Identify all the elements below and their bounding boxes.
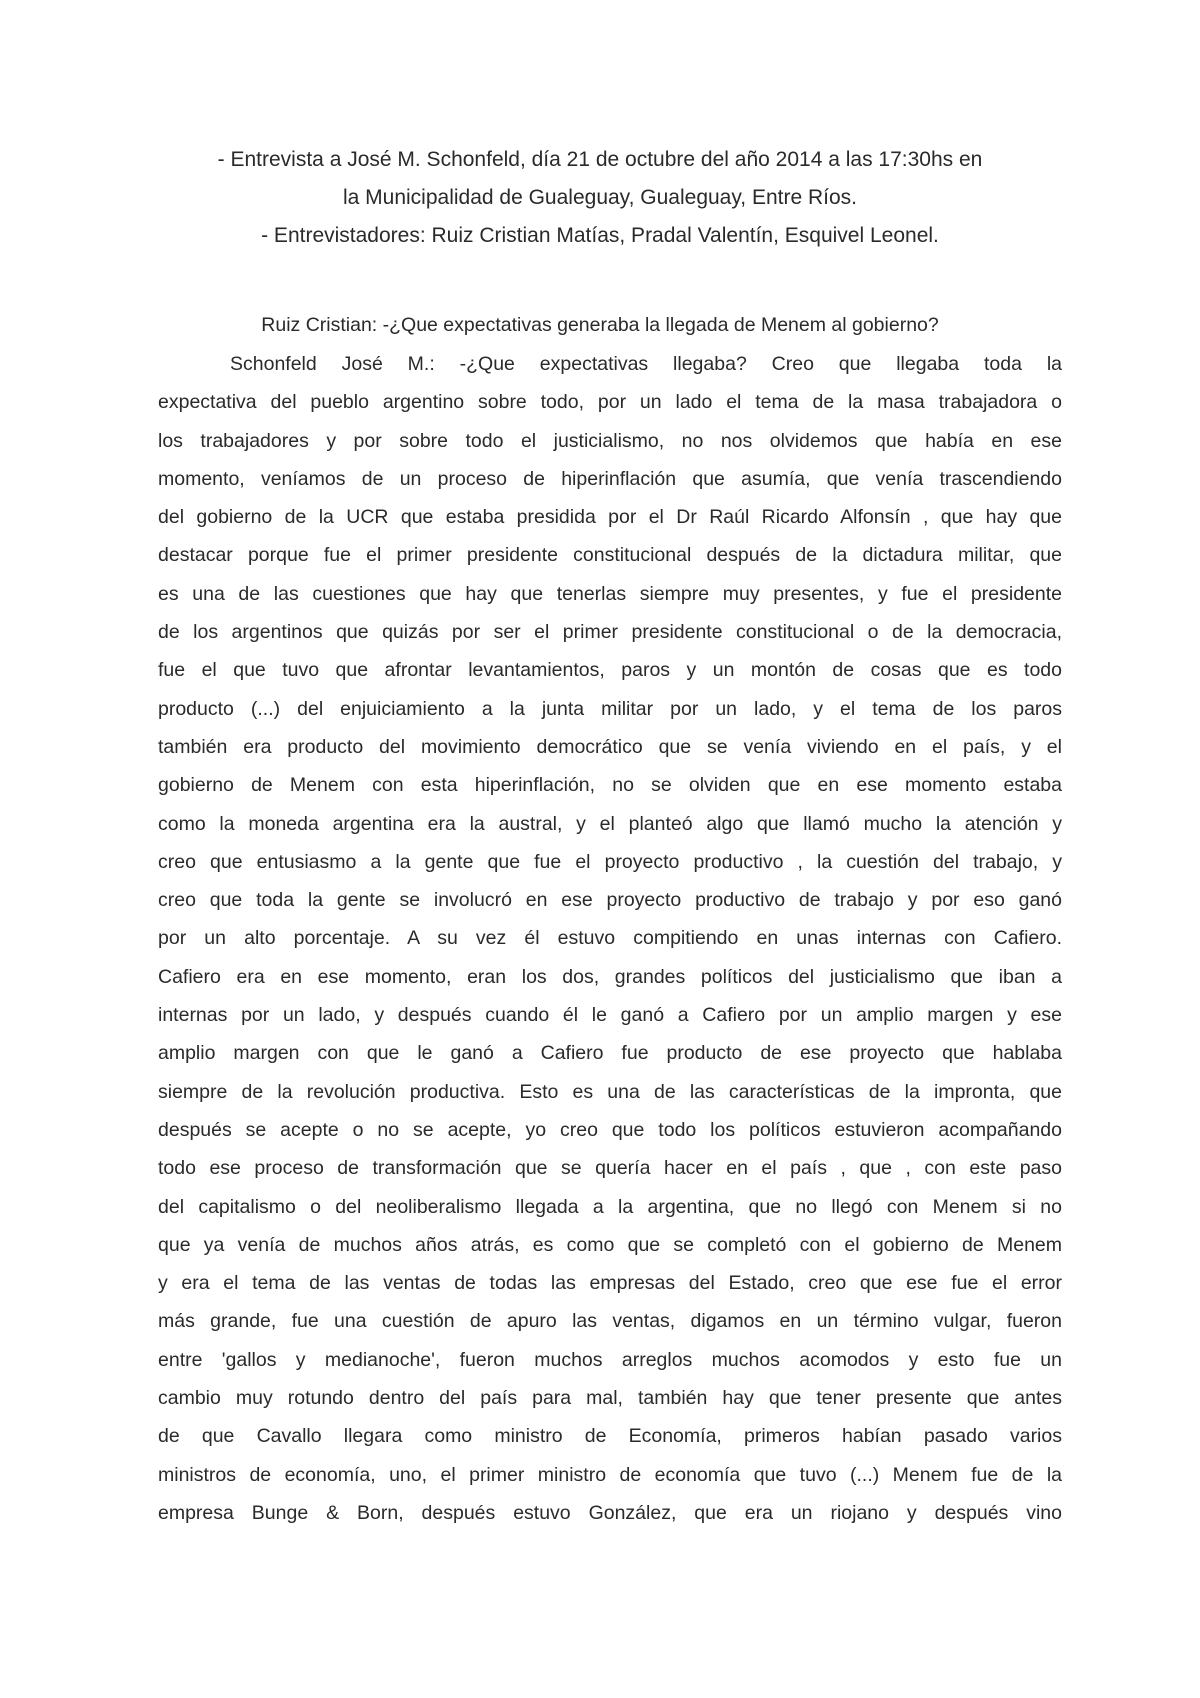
answer-line: destacar porque fue el primer presidente constitucional después de la dictadura militar, que (158, 544, 1062, 567)
interview-header (150, 141, 1050, 255)
answer-line: del capitalismo o del neoliberalismo llegada a la argentina, que no llegó con Menem si no (158, 1195, 1062, 1218)
answer-line: empresa Bunge & Born, después estuvo González, que era un riojano y después vino (158, 1501, 1062, 1524)
answer-line: amplio margen con que le ganó a Cafiero fue producto de ese proyecto que hablaba (158, 1042, 1062, 1065)
answer-line: Schonfeld José M.: -¿Que expectativas llegaba? Creo que llegaba toda la (230, 353, 1062, 375)
answer-line: del gobierno de la UCR que estaba presidida por el Dr Raúl Ricardo Alfonsín , que hay que (158, 506, 1062, 529)
header-line-1: - Entrevista a José M. Schonfeld, día 21 de octubre del año 2014 a las 17:30hs en (217, 148, 983, 171)
answer-line: ministros de economía, uno, el primer ministro de economía que tuvo (...) Menem fue de la (158, 1463, 1062, 1486)
answer-line: los trabajadores y por sobre todo el justicialismo, no nos olvidemos que había en ese (158, 429, 1062, 452)
answer-line: que ya venía de muchos años atrás, es como que se completó con el gobierno de Menem (158, 1233, 1062, 1256)
answer-line: siempre de la revolución productiva. Esto es una de las características de la impronta, que (158, 1080, 1062, 1103)
answer-line: entre 'gallos y medianoche', fueron muchos arreglos muchos acomodos y esto fue un (158, 1348, 1062, 1371)
answer-line: creo que toda la gente se involucró en ese proyecto productivo de trabajo y por eso ganó (158, 889, 1062, 912)
answer-line: como la moneda argentina era la austral, y el planteó algo que llamó mucho la atención y (158, 812, 1062, 835)
answer-line: de que Cavallo llegara como ministro de Economía, primeros habían pasado varios (158, 1425, 1062, 1448)
answer-line: y era el tema de las ventas de todas las empresas del Estado, creo que ese fue el error (158, 1272, 1062, 1295)
interviewer-question: Ruiz Cristian: -¿Que expectativas generaba la llegada de Menem al gobierno? (261, 314, 939, 336)
answer-line: es una de las cuestiones que hay que tenerlas siempre muy presentes, y fue el presidente (158, 582, 1062, 605)
answer-line: expectativa del pueblo argentino sobre todo, por un lado el tema de la masa trabajadora o (158, 391, 1062, 414)
answer-line: también era producto del movimiento democrático que se venía viviendo en el país, y el (158, 735, 1062, 758)
answer-line: cambio muy rotundo dentro del país para mal, también hay que tener presente que antes (158, 1387, 1062, 1410)
interviewee-answer (158, 345, 1062, 1532)
answer-line: producto (...) del enjuiciamiento a la junta militar por un lado, y el tema de los paros (158, 697, 1062, 720)
answer-line: por un alto porcentaje. A su vez él estuvo compitiendo en unas internas con Cafiero. (158, 927, 1062, 950)
header-line-3: - Entrevistadores: Ruiz Cristian Matías, Pradal Valentín, Esquivel Leonel. (261, 224, 939, 247)
header-line-2: la Municipalidad de Gualeguay, Gualeguay, Entre Ríos. (342, 186, 858, 209)
answer-line: más grande, fue una cuestión de apuro las ventas, digamos en un término vulgar, fueron (158, 1310, 1062, 1333)
answer-line: creo que entusiasmo a la gente que fue el proyecto productivo , la cuestión del trabajo, y (158, 850, 1062, 873)
answer-line: momento, veníamos de un proceso de hiperinflación que asumía, que venía trascendiendo (158, 467, 1062, 490)
answer-line: internas por un lado, y después cuando él le ganó a Cafiero por un amplio margen y ese (158, 1004, 1062, 1027)
answer-line: fue el que tuvo que afrontar levantamientos, paros y un montón de cosas que es todo (158, 659, 1062, 682)
answer-line: todo ese proceso de transformación que se quería hacer en el país , que , con este paso (158, 1157, 1062, 1180)
answer-line: Cafiero era en ese momento, eran los dos, grandes políticos del justicialismo que iban a (158, 965, 1062, 988)
answer-line: de los argentinos que quizás por ser el primer presidente constitucional o de la democracia, (158, 621, 1062, 644)
answer-line: después se acepte o no se acepte, yo creo que todo los políticos estuvieron acompañando (158, 1118, 1062, 1141)
answer-line: gobierno de Menem con esta hiperinflación, no se olviden que en ese momento estaba (158, 774, 1062, 797)
